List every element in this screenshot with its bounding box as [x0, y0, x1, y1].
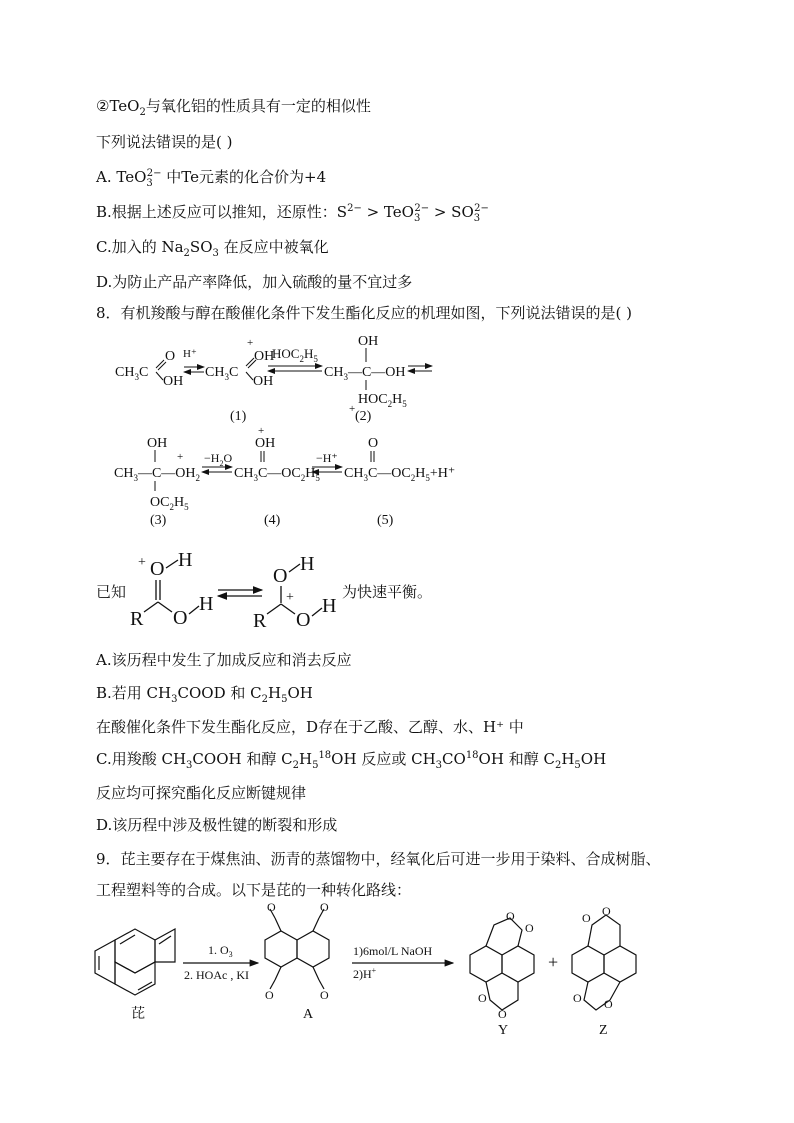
label-5: (5): [377, 513, 394, 528]
h-plus-1: H⁺: [183, 348, 197, 360]
q8-option-d: D.该历程中涉及极性键的断裂和形成: [96, 816, 338, 834]
statement-2: ②TeO$_2$与氧化铝的性质具有一定的相似性: [96, 97, 371, 118]
option-a: A. TeO$_3^{2-}$ 中Te元素的化合价为+4: [96, 168, 327, 189]
r5-main: $CH_3C—OC_2H_5+H^+$: [344, 466, 456, 483]
z-o-2: O: [602, 904, 611, 918]
eq-o-right-bottom: O: [296, 609, 311, 631]
known-suffix: 为快速平衡。: [342, 583, 433, 601]
a-o-2: O: [320, 900, 329, 914]
hoc2h5-reagent: $HOC_2H_5$: [272, 346, 318, 364]
r1-o: O: [165, 349, 176, 364]
reagent-1: 1. $O_3$: [208, 943, 233, 959]
question-9-cont: 工程塑料等的合成。以下是芘的一种转化路线：: [96, 881, 412, 899]
y-o-4: O: [498, 1007, 507, 1021]
r2-hoc2h5: $HOC_2H_5$: [358, 392, 407, 409]
r4-main: $CH_3C—OC_2H_5$: [234, 466, 320, 483]
reagent-2: 2. HOAc , KI: [184, 968, 249, 982]
z-o-4: O: [604, 997, 613, 1011]
option-b: B.根据上述反应可以推知，还原性：$S^{2-} > TeO_3^{2-} > SO_3^{2-}$: [96, 203, 489, 224]
r1-oh-b1: OH: [254, 349, 275, 364]
plus-3: +: [177, 451, 184, 463]
question-8: 8．有机羧酸与醇在酸催化条件下发生酯化反应的机理如图，下列说法错误的是( ): [96, 304, 633, 322]
y-o-2: O: [525, 921, 534, 935]
question-prompt: 下列说法错误的是( ): [96, 133, 233, 151]
eq-r-left: R: [130, 608, 144, 630]
q8-option-a: A.该历程中发生了加成反应和消去反应: [96, 651, 352, 669]
q8-option-c-cont: 反应均可探究酯化反应断键规律: [96, 784, 307, 802]
z-o-1: O: [582, 911, 591, 925]
q8-option-c: C.用羧酸 $CH_3COOH$ 和醇 $C_2H_5^{18}OH$ 反应或 $CH_3CO^{18}OH$ 和醇 $C_2H_5OH$: [96, 750, 607, 771]
option-d: D.为防止产品产率降低，加入硫酸的量不宜过多: [96, 273, 413, 291]
r2-oh-top: OH: [358, 334, 379, 349]
r1-ch3: $CH_3C$: [115, 365, 149, 382]
a-o-1: O: [267, 900, 276, 914]
a-o-3: O: [265, 988, 274, 1002]
eq-o-left-top: O: [150, 558, 165, 580]
plus-2: +: [349, 403, 356, 415]
eq-h-left-bottom: H: [199, 593, 214, 615]
eq-r-right: R: [253, 610, 267, 632]
eq-o-left-bottom: O: [173, 607, 188, 629]
eq-h-right-bottom: H: [322, 595, 337, 617]
eq-o-right-top: O: [273, 565, 288, 587]
minus-h2o: $-H_2O$: [204, 451, 233, 468]
eq-h-left-top: H: [178, 549, 193, 571]
plus-4: +: [258, 425, 265, 437]
z-o-3: O: [573, 991, 582, 1005]
r2-ch3: $CH_3—C—OH$: [324, 365, 406, 382]
label-z: Z: [599, 1023, 608, 1038]
eq-plus-right: +: [286, 590, 294, 605]
option-c: C.加入的 $Na_2SO_3$ 在反应中被氧化: [96, 238, 329, 259]
r4-oh-top: OH: [255, 436, 276, 451]
a-o-4: O: [320, 988, 329, 1002]
label-1: (1): [230, 409, 247, 424]
plus-sign: +: [548, 952, 559, 972]
q8-option-b: B.若用 $CH_3COOD$ 和 $C_2H_5OH$: [96, 684, 313, 705]
pyrene-structure: [95, 929, 175, 995]
reagent-3: 1)6mol/L NaOH: [353, 944, 433, 958]
label-y: Y: [498, 1023, 509, 1038]
r1-oh-b2: OH: [253, 374, 274, 389]
r3-oc2h5: $OC_2H_5$: [150, 495, 189, 512]
r3-main: $CH_3—C—OH_2$: [114, 466, 201, 483]
r5-o-top: O: [368, 436, 379, 451]
y-o-3: O: [478, 991, 487, 1005]
known-prefix: 已知: [96, 583, 127, 601]
label-4: (4): [264, 513, 281, 528]
label-2: (2): [355, 409, 372, 424]
question-9: 9．芘主要存在于煤焦油、沥青的蒸馏物中，经氧化后可进一步用于染料、合成树脂、: [96, 850, 661, 868]
r1-ch3-b: $CH_3C$: [205, 365, 239, 382]
minus-h-plus: −H⁺: [316, 451, 338, 465]
y-o-1: O: [506, 909, 515, 923]
label-pyrene: 芘: [131, 1007, 145, 1022]
eq-plus-left: +: [138, 555, 146, 570]
compound-a-structure: [265, 909, 329, 989]
label-3: (3): [150, 513, 167, 528]
r3-oh-top: OH: [147, 436, 168, 451]
label-a: A: [303, 1007, 314, 1022]
eq-h-right-top: H: [300, 553, 315, 575]
plus-1: +: [247, 337, 254, 349]
r1-oh: OH: [163, 374, 184, 389]
reagent-4: 2)H+: [353, 966, 377, 981]
q8-option-b-cont: 在酸催化条件下发生酯化反应，D存在于乙酸、乙醇、水、H⁺ 中: [96, 718, 524, 736]
